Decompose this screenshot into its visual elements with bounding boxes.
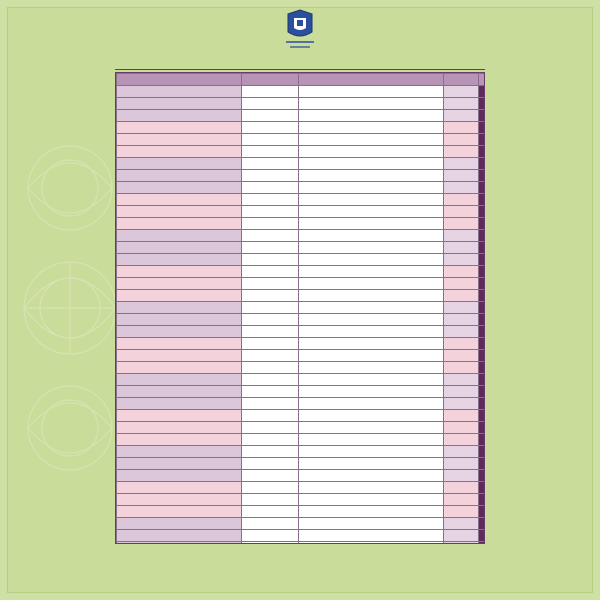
cell-index bbox=[479, 74, 486, 86]
cell-topic bbox=[299, 86, 444, 98]
cell-index bbox=[479, 254, 486, 266]
cell-teacher bbox=[117, 182, 242, 194]
cell-teacher bbox=[117, 158, 242, 170]
cell-index bbox=[479, 170, 486, 182]
footer-note-1 bbox=[60, 547, 540, 556]
table-row bbox=[117, 482, 486, 494]
cell-level bbox=[242, 266, 299, 278]
cell-level bbox=[242, 314, 299, 326]
cell-date bbox=[444, 446, 479, 458]
cell-date bbox=[444, 98, 479, 110]
cell-level bbox=[242, 338, 299, 350]
cell-level bbox=[242, 122, 299, 134]
cell-index bbox=[479, 182, 486, 194]
cell-level bbox=[242, 110, 299, 122]
cell-teacher bbox=[117, 518, 242, 530]
cell-topic bbox=[299, 494, 444, 506]
table-row bbox=[117, 110, 486, 122]
cell-topic bbox=[299, 470, 444, 482]
cell-topic bbox=[299, 230, 444, 242]
cell-topic bbox=[299, 362, 444, 374]
table-row bbox=[117, 314, 486, 326]
cell-index bbox=[479, 482, 486, 494]
cell-teacher bbox=[117, 362, 242, 374]
cell-level bbox=[242, 230, 299, 242]
cell-date bbox=[444, 314, 479, 326]
cell-topic bbox=[299, 398, 444, 410]
table-row bbox=[117, 266, 486, 278]
cell-teacher bbox=[117, 266, 242, 278]
cell-topic bbox=[299, 254, 444, 266]
cell-index bbox=[479, 158, 486, 170]
cell-index bbox=[479, 302, 486, 314]
cell-index bbox=[479, 242, 486, 254]
cell-index bbox=[479, 350, 486, 362]
table-row bbox=[117, 326, 486, 338]
cell-level bbox=[242, 254, 299, 266]
cell-level bbox=[242, 494, 299, 506]
table-row bbox=[117, 422, 486, 434]
cell-teacher bbox=[117, 110, 242, 122]
footer-contact bbox=[60, 566, 540, 575]
table-row bbox=[117, 182, 486, 194]
cell-topic bbox=[299, 146, 444, 158]
cell-teacher bbox=[117, 278, 242, 290]
cell-level bbox=[242, 302, 299, 314]
cell-topic bbox=[299, 458, 444, 470]
cell-index bbox=[479, 422, 486, 434]
cell-topic bbox=[299, 410, 444, 422]
cell-teacher bbox=[117, 290, 242, 302]
cell-index bbox=[479, 278, 486, 290]
cell-teacher bbox=[117, 134, 242, 146]
cell-teacher bbox=[117, 86, 242, 98]
cell-teacher bbox=[117, 482, 242, 494]
cell-index bbox=[479, 338, 486, 350]
table-row bbox=[117, 146, 486, 158]
cell-level bbox=[242, 542, 299, 545]
cell-teacher bbox=[117, 314, 242, 326]
table-row bbox=[117, 446, 486, 458]
cell-index bbox=[479, 446, 486, 458]
cell-topic bbox=[299, 302, 444, 314]
cell-teacher bbox=[117, 458, 242, 470]
cell-teacher bbox=[117, 386, 242, 398]
cell-index bbox=[479, 374, 486, 386]
cell-topic bbox=[299, 278, 444, 290]
cell-date bbox=[444, 134, 479, 146]
cell-topic bbox=[299, 338, 444, 350]
cell-teacher bbox=[117, 254, 242, 266]
cell-date bbox=[444, 338, 479, 350]
cell-date bbox=[444, 350, 479, 362]
cell-level bbox=[242, 206, 299, 218]
cell-index bbox=[479, 434, 486, 446]
cell-teacher bbox=[117, 398, 242, 410]
cell-level bbox=[242, 374, 299, 386]
cell-level bbox=[242, 218, 299, 230]
cell-teacher bbox=[117, 194, 242, 206]
cell-date bbox=[444, 386, 479, 398]
schedule-grid bbox=[116, 73, 485, 544]
cell-topic bbox=[299, 530, 444, 542]
cell-date bbox=[444, 278, 479, 290]
cell-teacher bbox=[117, 218, 242, 230]
cell-teacher bbox=[117, 446, 242, 458]
cell-index bbox=[479, 518, 486, 530]
cell-teacher bbox=[117, 506, 242, 518]
cell-teacher bbox=[117, 374, 242, 386]
schedule-body bbox=[117, 74, 486, 545]
cell-date bbox=[444, 170, 479, 182]
table-row bbox=[117, 98, 486, 110]
cell-level bbox=[242, 278, 299, 290]
cell-topic bbox=[299, 326, 444, 338]
table-row bbox=[117, 350, 486, 362]
cell-index bbox=[479, 386, 486, 398]
table-row bbox=[117, 398, 486, 410]
table-row bbox=[117, 194, 486, 206]
cell-level bbox=[242, 158, 299, 170]
cell-index bbox=[479, 542, 486, 545]
cell-level bbox=[242, 86, 299, 98]
cell-topic bbox=[299, 518, 444, 530]
table-row bbox=[117, 122, 486, 134]
cell-date bbox=[444, 194, 479, 206]
cell-level bbox=[242, 326, 299, 338]
cell-topic bbox=[299, 110, 444, 122]
cell-teacher bbox=[117, 206, 242, 218]
cell-level bbox=[242, 434, 299, 446]
table-row bbox=[117, 542, 486, 545]
cell-level bbox=[242, 98, 299, 110]
cell-level bbox=[242, 470, 299, 482]
cell-teacher bbox=[117, 350, 242, 362]
table-row bbox=[117, 374, 486, 386]
cell-level bbox=[242, 170, 299, 182]
cell-topic bbox=[299, 290, 444, 302]
cell-date bbox=[444, 326, 479, 338]
cell-level bbox=[242, 410, 299, 422]
cell-topic bbox=[299, 482, 444, 494]
cell-topic bbox=[299, 194, 444, 206]
cell-date bbox=[444, 482, 479, 494]
cell-topic bbox=[299, 122, 444, 134]
table-row bbox=[117, 434, 486, 446]
table-row bbox=[117, 386, 486, 398]
cell-index bbox=[479, 410, 486, 422]
table-row bbox=[117, 470, 486, 482]
cell-index bbox=[479, 194, 486, 206]
cell-index bbox=[479, 314, 486, 326]
table-row bbox=[117, 506, 486, 518]
table-row bbox=[117, 218, 486, 230]
table-row bbox=[117, 278, 486, 290]
cell-level bbox=[242, 362, 299, 374]
cell-teacher bbox=[117, 542, 242, 545]
cell-date bbox=[444, 422, 479, 434]
table-row bbox=[117, 254, 486, 266]
cell-level bbox=[242, 398, 299, 410]
cell-index bbox=[479, 398, 486, 410]
cell-level bbox=[242, 482, 299, 494]
cell-topic bbox=[299, 170, 444, 182]
table-row bbox=[117, 530, 486, 542]
cell-teacher bbox=[117, 338, 242, 350]
arabesque-ornament-icon bbox=[20, 48, 120, 568]
cell-topic bbox=[299, 242, 444, 254]
cell-level bbox=[242, 182, 299, 194]
table-row bbox=[117, 230, 486, 242]
cell-teacher bbox=[117, 242, 242, 254]
cell-topic bbox=[299, 266, 444, 278]
cell-date bbox=[444, 470, 479, 482]
table-row bbox=[117, 290, 486, 302]
cell-teacher bbox=[117, 434, 242, 446]
cell-topic bbox=[299, 446, 444, 458]
cell-level bbox=[242, 422, 299, 434]
cell-index bbox=[479, 266, 486, 278]
cell-level bbox=[242, 290, 299, 302]
cell-date bbox=[444, 434, 479, 446]
cell-level bbox=[242, 458, 299, 470]
cell-index bbox=[479, 530, 486, 542]
cell-level bbox=[242, 74, 299, 86]
cell-date bbox=[444, 458, 479, 470]
cell-teacher bbox=[117, 530, 242, 542]
cell-level bbox=[242, 146, 299, 158]
cell-date bbox=[444, 542, 479, 545]
cell-teacher bbox=[117, 494, 242, 506]
cell-level bbox=[242, 530, 299, 542]
cell-index bbox=[479, 230, 486, 242]
table-row bbox=[117, 494, 486, 506]
cell-date bbox=[444, 206, 479, 218]
table-row bbox=[117, 410, 486, 422]
table-header-row bbox=[117, 74, 486, 86]
cell-topic bbox=[299, 218, 444, 230]
cell-index bbox=[479, 290, 486, 302]
cell-date bbox=[444, 254, 479, 266]
cell-date bbox=[444, 122, 479, 134]
cell-teacher bbox=[117, 422, 242, 434]
cell-date bbox=[444, 266, 479, 278]
cell-teacher bbox=[117, 146, 242, 158]
cell-teacher bbox=[117, 74, 242, 86]
cell-topic bbox=[299, 506, 444, 518]
cell-date bbox=[444, 494, 479, 506]
cell-teacher bbox=[117, 326, 242, 338]
cell-teacher bbox=[117, 302, 242, 314]
cell-date bbox=[444, 374, 479, 386]
cell-level bbox=[242, 350, 299, 362]
table-row bbox=[117, 458, 486, 470]
table-row bbox=[117, 134, 486, 146]
cell-date bbox=[444, 398, 479, 410]
cell-index bbox=[479, 134, 486, 146]
cell-date bbox=[444, 158, 479, 170]
table-row bbox=[117, 518, 486, 530]
cell-topic bbox=[299, 206, 444, 218]
cell-index bbox=[479, 506, 486, 518]
cell-level bbox=[242, 506, 299, 518]
schedule-table bbox=[115, 72, 485, 544]
cell-index bbox=[479, 110, 486, 122]
cell-date bbox=[444, 410, 479, 422]
table-row bbox=[117, 242, 486, 254]
cell-level bbox=[242, 242, 299, 254]
cell-index bbox=[479, 326, 486, 338]
cell-index bbox=[479, 470, 486, 482]
cell-date bbox=[444, 218, 479, 230]
table-row bbox=[117, 86, 486, 98]
cell-index bbox=[479, 98, 486, 110]
cell-index bbox=[479, 362, 486, 374]
cell-index bbox=[479, 218, 486, 230]
table-row bbox=[117, 158, 486, 170]
cell-level bbox=[242, 194, 299, 206]
university-seal-icon bbox=[270, 8, 330, 52]
cell-topic bbox=[299, 374, 444, 386]
cell-level bbox=[242, 134, 299, 146]
cell-topic bbox=[299, 98, 444, 110]
cell-topic bbox=[299, 434, 444, 446]
cell-date bbox=[444, 530, 479, 542]
cell-index bbox=[479, 494, 486, 506]
cell-date bbox=[444, 518, 479, 530]
cell-date bbox=[444, 242, 479, 254]
cell-index bbox=[479, 122, 486, 134]
cell-topic bbox=[299, 386, 444, 398]
cell-index bbox=[479, 458, 486, 470]
cell-topic bbox=[299, 350, 444, 362]
cell-topic bbox=[299, 158, 444, 170]
cell-topic bbox=[299, 182, 444, 194]
cell-index bbox=[479, 146, 486, 158]
cell-teacher bbox=[117, 170, 242, 182]
cell-date bbox=[444, 110, 479, 122]
cell-topic bbox=[299, 422, 444, 434]
cell-teacher bbox=[117, 410, 242, 422]
cell-date bbox=[444, 506, 479, 518]
cell-date bbox=[444, 146, 479, 158]
cell-date bbox=[444, 362, 479, 374]
cell-teacher bbox=[117, 230, 242, 242]
table-row bbox=[117, 170, 486, 182]
cell-date bbox=[444, 182, 479, 194]
cell-level bbox=[242, 386, 299, 398]
cell-level bbox=[242, 518, 299, 530]
table-row bbox=[117, 362, 486, 374]
cell-teacher bbox=[117, 122, 242, 134]
table-row bbox=[117, 338, 486, 350]
cell-teacher bbox=[117, 98, 242, 110]
cell-date bbox=[444, 302, 479, 314]
table-row bbox=[117, 206, 486, 218]
footer-note-2 bbox=[60, 556, 540, 565]
cell-index bbox=[479, 86, 486, 98]
cell-topic bbox=[299, 314, 444, 326]
cell-topic bbox=[299, 542, 444, 545]
table-row bbox=[117, 302, 486, 314]
cell-topic bbox=[299, 74, 444, 86]
page-title bbox=[115, 56, 485, 70]
cell-date bbox=[444, 230, 479, 242]
cell-topic bbox=[299, 134, 444, 146]
cell-teacher bbox=[117, 470, 242, 482]
cell-date bbox=[444, 86, 479, 98]
cell-index bbox=[479, 206, 486, 218]
cell-date bbox=[444, 74, 479, 86]
cell-date bbox=[444, 290, 479, 302]
cell-level bbox=[242, 446, 299, 458]
